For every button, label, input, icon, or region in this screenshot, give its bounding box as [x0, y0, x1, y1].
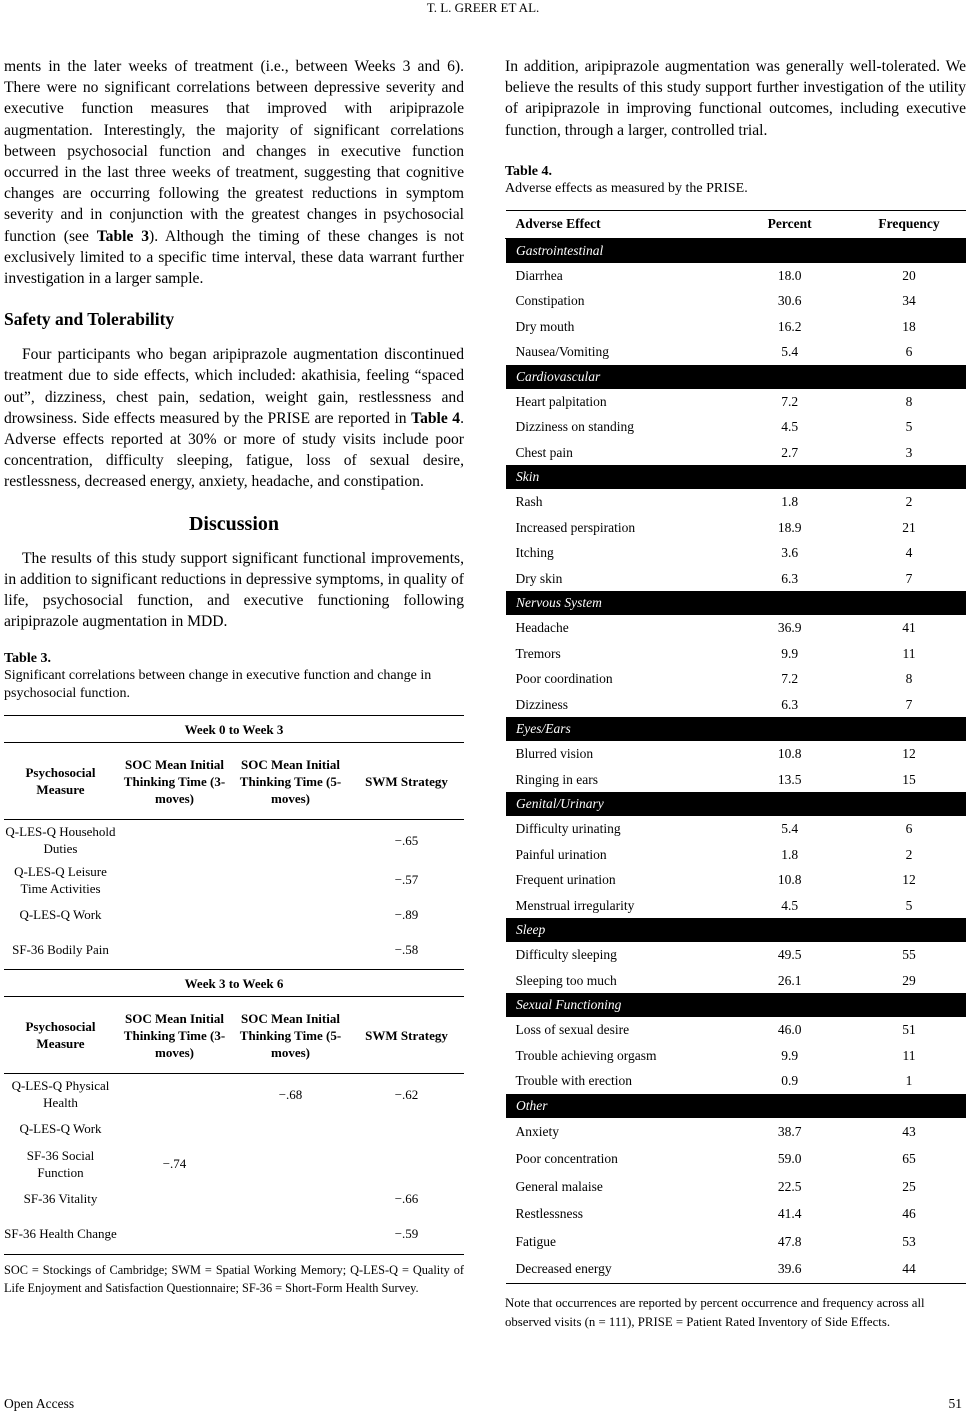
table4-category-row — [506, 365, 966, 389]
table4-cell-effect: Decreased energy — [506, 1255, 728, 1283]
table3-cell-measure: SF-36 Social Function — [26, 1147, 95, 1180]
table3-col-measure: Psychosocial Measure — [4, 997, 117, 1074]
table4-category-label: Genital/Urinary — [506, 792, 966, 816]
table3-cell-soc3 — [117, 1074, 232, 1114]
table4-cell-effect: Anxiety — [515, 1123, 559, 1139]
table4-cell-percent: 16.2 — [777, 318, 802, 334]
table3-col-swm: SWM Strategy — [349, 743, 464, 820]
table-row — [506, 816, 966, 842]
table4-cell-effect: Dizziness — [515, 696, 568, 712]
table4-cell-percent: 10.8 — [777, 872, 802, 888]
table4-cell-frequency: 7 — [905, 696, 913, 712]
table4-cell-percent: 59.0 — [777, 1151, 802, 1167]
table3-caption-text: Significant correlations between change in executive function and change in psychosocial function. — [4, 668, 432, 702]
table3-cell-soc5 — [232, 1144, 349, 1184]
table4-cell-frequency: 25 — [902, 1178, 916, 1194]
table-row — [506, 842, 966, 868]
table4-cell-effect: Poor concentration — [515, 1151, 618, 1167]
table3-cell-soc3: −.74 — [162, 1156, 187, 1172]
table4-cell-effect: Menstrual irregularity — [515, 897, 635, 913]
table-row — [506, 1118, 966, 1146]
table-row — [506, 288, 966, 314]
table3-cell-swm: −.66 — [394, 1191, 419, 1207]
table-row — [506, 1200, 966, 1228]
table3-col-swm: SWM Strategy — [349, 997, 464, 1074]
table4-cell-percent: 4.5 — [781, 897, 799, 913]
table4-cell-effect: Dry mouth — [515, 318, 575, 334]
table4-cell-frequency: 21 — [902, 519, 916, 535]
table4-cell-effect: Sleeping too much — [515, 972, 617, 988]
table3-cell-soc3 — [117, 820, 232, 860]
table4-cell-effect: Tremors — [515, 645, 561, 661]
table-row — [506, 741, 966, 767]
table4-cell-percent: 5.4 — [781, 344, 799, 360]
table-row — [506, 263, 966, 289]
table4-cell-percent: 36.9 — [777, 620, 802, 636]
table-row — [506, 489, 966, 515]
table4-cell-frequency: 5 — [905, 419, 913, 435]
table3-period-header: Week 3 to Week 6 — [4, 970, 464, 997]
table3-period-header: Week 0 to Week 3 — [4, 716, 464, 743]
table4-cell-effect: Poor coordination — [515, 671, 613, 687]
paragraph-text: ). Although the timing of these changes is not exclusively limited to a specific time interval, these data warrant further investigation in a larger sample. — [4, 227, 465, 288]
table-row — [506, 615, 966, 641]
table4-category-label: Eyes/Ears — [506, 717, 966, 741]
table4-cell-frequency: 43 — [902, 1123, 916, 1139]
table4-cell-frequency: 34 — [902, 293, 916, 309]
table4-cell-effect: Blurred vision — [515, 746, 594, 762]
table4-cell-effect: Dry skin — [515, 570, 563, 586]
table4-caption-text: Adverse effects as measured by the PRISE. — [505, 180, 748, 196]
table4-category-label: Cardiovascular — [506, 365, 966, 389]
table4-cell-frequency: 15 — [902, 771, 916, 787]
table3-col-soc5: SOC Mean Initial Thinking Time (5-moves) — [232, 743, 349, 820]
table-row — [506, 692, 966, 718]
table4-cell-percent: 46.0 — [777, 1022, 802, 1038]
table4-cell-percent: 39.6 — [727, 1255, 852, 1283]
table4-cell-percent: 41.4 — [777, 1206, 802, 1222]
paragraph — [4, 56, 464, 289]
table4-cell-effect: Chest pain — [515, 444, 573, 460]
table-row — [506, 666, 966, 692]
table3-cell-soc5 — [232, 1214, 349, 1254]
table4-cell-percent: 9.9 — [781, 1047, 799, 1063]
table3-cell-soc3 — [117, 900, 232, 930]
table3-col-measure: Psychosocial Measure — [4, 743, 117, 820]
table4-caption — [505, 163, 966, 198]
table4-cell-effect: Trouble with erection — [515, 1073, 632, 1089]
table3-cell-soc3 — [117, 1214, 232, 1254]
table3-cell-soc3 — [117, 1114, 232, 1144]
table4-cell-frequency: 3 — [905, 444, 913, 460]
table-row — [4, 1114, 464, 1144]
table3 — [4, 715, 464, 1254]
table4-cell-percent: 30.6 — [777, 293, 802, 309]
table3-cell-measure: SF-36 Health Change — [4, 1226, 117, 1242]
table4-cell-effect: Heart palpitation — [515, 393, 607, 409]
section-heading-safety: Safety and Tolerability — [4, 309, 175, 330]
table4-cell-frequency: 2 — [905, 494, 913, 510]
table4-category-label: Sleep — [506, 918, 966, 942]
table-row — [4, 930, 464, 970]
table-reference: Table 4 — [411, 409, 461, 427]
table-row — [4, 1184, 464, 1214]
table-row — [4, 820, 464, 860]
table3-cell-soc3 — [117, 1184, 232, 1214]
footer-journal: Open Access — [4, 1396, 75, 1411]
table4-cell-percent: 26.1 — [777, 972, 802, 988]
table-row — [506, 314, 966, 340]
table-row — [506, 339, 966, 365]
table4-category-row — [506, 591, 966, 615]
table-row — [506, 389, 966, 415]
table4-cell-frequency: 6 — [905, 344, 913, 360]
table-row — [506, 867, 966, 893]
table4-note: Note that occurrences are reported by percent occurrence and frequency across all observed visits (n = 111), PRISE = Patient Rated Inventory of Side Effects. — [505, 1295, 925, 1329]
table4-cell-frequency: 51 — [902, 1022, 916, 1038]
table4-cell-percent: 10.8 — [777, 746, 802, 762]
table4-category-row — [506, 918, 966, 942]
table-row — [506, 440, 966, 466]
table-row — [506, 641, 966, 667]
table4-cell-percent: 22.5 — [777, 1178, 802, 1194]
table4-cell-effect: Increased perspiration — [515, 519, 636, 535]
table4-cell-effect: Rash — [515, 494, 543, 510]
table4-cell-percent: 3.6 — [781, 545, 799, 561]
table3-cell-soc5 — [232, 930, 349, 970]
running-header: T. L. GREER ET AL. — [426, 0, 540, 15]
table3-cell-swm: −.89 — [394, 907, 419, 923]
table3-cell-swm: −.58 — [394, 942, 419, 958]
table3-note: SOC = Stockings of Cambridge; SWM = Spatial Working Memory; Q-LES-Q = Quality of Life Enjoyment and Satisfaction Questionnaire; SF-36 = Short-Form Health Survey. — [4, 1262, 464, 1295]
table4-cell-frequency: 55 — [902, 947, 916, 963]
table4-category-row — [506, 993, 966, 1017]
table4-cell-percent: 1.8 — [781, 494, 799, 510]
table4-cell-effect: Dizziness on standing — [515, 419, 634, 435]
table4-cell-effect: General malaise — [515, 1178, 603, 1194]
section-heading-discussion: Discussion — [188, 512, 280, 535]
table3-cell-swm — [349, 1144, 464, 1184]
table4-cell-percent: 5.4 — [781, 821, 799, 837]
table3-cell-soc5 — [232, 1184, 349, 1214]
table-row — [4, 1074, 464, 1114]
table3-cell-measure: Q-LES-Q Household Duties — [5, 824, 116, 857]
table4-cell-frequency: 41 — [902, 620, 916, 636]
table3-cell-soc5 — [232, 860, 349, 900]
table3-cell-swm: −.65 — [394, 832, 419, 848]
table3-cell-measure: Q-LES-Q Physical Health — [11, 1078, 110, 1111]
table4-cell-percent: 18.9 — [777, 519, 802, 535]
table-row — [4, 1144, 464, 1184]
table4-cell-percent: 1.8 — [781, 846, 799, 862]
table4-cell-percent: 2.7 — [781, 444, 799, 460]
table4-cell-frequency: 4 — [905, 545, 913, 561]
table4-cell-percent: 7.2 — [781, 393, 799, 409]
table4-cell-percent: 13.5 — [777, 771, 802, 787]
table4-cell-percent: 7.2 — [781, 671, 799, 687]
table4-cell-frequency: 6 — [905, 821, 913, 837]
table4-cell-effect: Trouble achieving orgasm — [515, 1047, 657, 1063]
table-row — [4, 1214, 464, 1254]
table4-cell-frequency: 7 — [905, 570, 913, 586]
table3-cell-swm — [349, 1114, 464, 1144]
table4-cell-percent: 6.3 — [781, 696, 799, 712]
table4-category-row — [506, 465, 966, 489]
table4-cell-effect: Diarrhea — [515, 267, 563, 283]
table3-cell-swm: −.57 — [394, 872, 419, 888]
table-row — [506, 1228, 966, 1256]
table4-cell-effect: Constipation — [515, 293, 585, 309]
table4-cell-frequency: 12 — [902, 872, 916, 888]
table4-cell-percent: 49.5 — [777, 947, 802, 963]
paragraph: In addition, aripiprazole augmentation was generally well-tolerated. We believe the results of this study support further investigation of the utility of aripiprazole in improving functional outcomes, including executive function, through a larger, controlled trial. — [505, 58, 966, 139]
table4-cell-percent: 4.5 — [781, 419, 799, 435]
table4-cell-percent: 9.9 — [781, 645, 799, 661]
table4-col-effect: Adverse Effect — [506, 210, 728, 238]
table-row — [506, 1068, 966, 1094]
table4-cell-percent: 38.7 — [777, 1123, 802, 1139]
table4-cell-effect: Restlessness — [515, 1206, 583, 1222]
table3-cell-measure: Q-LES-Q Work — [19, 907, 102, 923]
table-row — [506, 540, 966, 566]
table3-caption — [4, 650, 464, 703]
table3-cell-soc3 — [117, 930, 232, 970]
table4-category-row — [506, 792, 966, 816]
table4-cell-frequency: 44 — [852, 1255, 966, 1283]
table4-cell-frequency: 20 — [902, 267, 916, 283]
table-row — [506, 968, 966, 994]
table3-col-soc3: SOC Mean Initial Thinking Time (3-moves) — [117, 743, 232, 820]
table-row — [506, 1255, 966, 1283]
table3-cell-soc5 — [232, 1114, 349, 1144]
table-row — [506, 566, 966, 592]
table4-category-label: Sexual Functioning — [506, 993, 966, 1017]
table4-category-label: Skin — [506, 465, 966, 489]
table4-category-row — [506, 1094, 966, 1118]
table4-cell-frequency: 2 — [905, 846, 913, 862]
table4-cell-frequency: 1 — [905, 1073, 913, 1089]
table4-category-label: Other — [506, 1094, 966, 1118]
table4-cell-effect: Difficulty sleeping — [515, 947, 617, 963]
table4-cell-frequency: 8 — [905, 671, 913, 687]
paragraph: The results of this study support significant functional improvements, in addition to significant reductions in depressive symptoms, in quality of life, psychosocial function, and executive functioning following aripiprazole augmentation in MDD. — [4, 549, 464, 631]
table3-col-soc3: SOC Mean Initial Thinking Time (3-moves) — [117, 997, 232, 1074]
table4-cell-frequency: 11 — [902, 1047, 916, 1063]
table4-cell-frequency: 12 — [902, 746, 916, 762]
table-row — [4, 900, 464, 930]
table4-cell-effect: Nausea/Vomiting — [515, 344, 609, 360]
page-number: 51 — [948, 1396, 962, 1411]
table3-cell-soc5 — [232, 900, 349, 930]
table3-cell-soc5: −.68 — [278, 1086, 303, 1102]
table3-cell-measure: Q-LES-Q Leisure Time Activities — [14, 863, 107, 896]
table-row — [506, 515, 966, 541]
table4-cell-effect: Ringing in ears — [515, 771, 598, 787]
table4-cell-percent: 18.0 — [777, 267, 802, 283]
table4-cell-frequency: 65 — [902, 1151, 916, 1167]
table3-cell-measure: Q-LES-Q Work — [19, 1121, 102, 1137]
table4-cell-frequency: 53 — [902, 1233, 916, 1249]
table-row — [506, 767, 966, 793]
table4-cell-percent: 0.9 — [781, 1073, 799, 1089]
paragraph — [4, 344, 464, 492]
right-column — [505, 56, 966, 1332]
table-row — [506, 1043, 966, 1069]
paragraph-text: . Adverse effects reported at 30% or more of study visits include poor concentration, difficulty sleeping, fatigue, loss of sexual desire, restlessness, decreased energy, anxiety, headache, and constipation. — [4, 409, 464, 491]
left-column — [4, 56, 464, 1297]
table3-col-soc5: SOC Mean Initial Thinking Time (5-moves) — [232, 997, 349, 1074]
table3-cell-measure: SF-36 Bodily Pain — [12, 942, 109, 958]
table4-cell-effect: Difficulty urinating — [515, 821, 621, 837]
table4-cell-frequency: 8 — [905, 393, 913, 409]
table-row — [506, 414, 966, 440]
table-row — [4, 860, 464, 900]
table4-cell-percent: 6.3 — [781, 570, 799, 586]
table4-category-label: Gastrointestinal — [506, 238, 966, 263]
table4-category-row — [506, 717, 966, 741]
table4-title: Table 4. — [505, 163, 552, 179]
table-row — [506, 1145, 966, 1173]
paragraph-text: Four participants who began aripiprazole augmentation discontinued treatment due to side effects, which included: akathisia, feeling “spaced out”, dizziness, chest pain, sedation, weight gain, restlessness and drowsiness. Side effects measured by the PRISE are reported in — [4, 346, 464, 427]
table4-cell-effect: Headache — [515, 620, 569, 636]
paragraph-text: ments in the later weeks of treatment (i.e., between Weeks 3 and 6). There were no significant correlations between depressive severity and executive function measures that improved with aripiprazole augmentation. Interestingly, the majority of significant correlations between psychosocial function and changes in executive function occurred in the last three weeks of treatment, suggesting that cognitive changes are occurring following the greatest reductions in symptom severity and in conjunction with the greatest changes in psychosocial function (see — [4, 58, 464, 245]
table-row — [506, 1017, 966, 1043]
table3-title: Table 3. — [4, 651, 51, 667]
table4-col-frequency: Frequency — [852, 210, 966, 238]
table4-category-label: Nervous System — [506, 591, 966, 615]
table4-cell-effect: Loss of sexual desire — [515, 1022, 630, 1038]
table4-cell-effect: Painful urination — [515, 846, 607, 862]
table3-cell-swm: −.59 — [394, 1226, 419, 1242]
table3-cell-soc3 — [117, 860, 232, 900]
table4-cell-frequency: 18 — [902, 318, 916, 334]
table3-cell-swm: −.62 — [394, 1086, 419, 1102]
table4-cell-effect: Itching — [515, 545, 554, 561]
table4-cell-percent: 47.8 — [777, 1233, 802, 1249]
table-reference: Table 3 — [96, 227, 150, 245]
table-row — [506, 942, 966, 968]
table4-col-percent: Percent — [727, 210, 852, 238]
table4-cell-frequency: 46 — [902, 1206, 916, 1222]
table4-cell-effect: Frequent urination — [515, 872, 616, 888]
table4-cell-effect: Fatigue — [515, 1233, 556, 1249]
table3-cell-measure: SF-36 Vitality — [23, 1191, 98, 1207]
table4-category-row — [506, 238, 966, 263]
table4-cell-frequency: 5 — [905, 897, 913, 913]
table4-cell-frequency: 11 — [902, 645, 916, 661]
table-row — [506, 1173, 966, 1201]
table4-cell-frequency: 29 — [902, 972, 916, 988]
table-row — [506, 893, 966, 919]
table3-cell-soc5 — [232, 820, 349, 860]
table4 — [505, 210, 966, 1284]
